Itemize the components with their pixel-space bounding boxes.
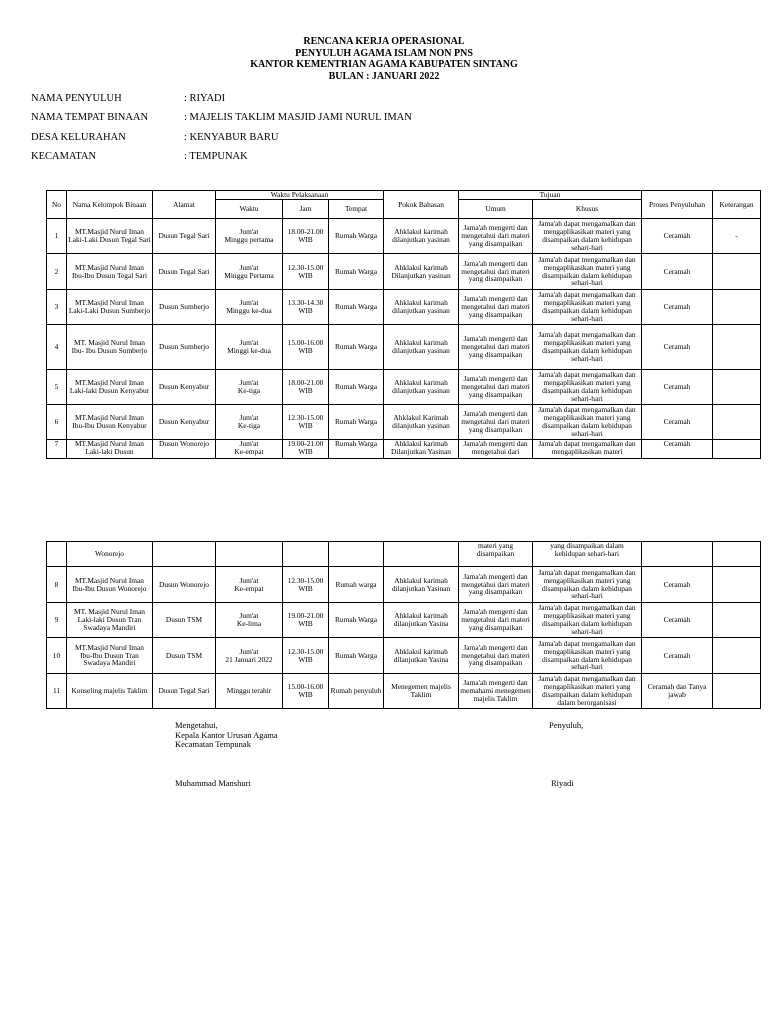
cell-tempat: Rumah Warga [329,370,384,405]
cell-jam: 18.00-21.00 WIB [283,370,329,405]
cell-alamat: Dusun Sumberjo [153,290,216,325]
cell-kelompok: Konseling majelis Taklim [67,674,153,709]
cell-pokok: Ahklakul karimah dilanjutkan Yasina [384,603,459,638]
cell-waktu: Jum'at Minggu pertama [216,219,283,254]
cell-pokok: Ahklakul karimah dilanjutkan yasinan [384,325,459,370]
cell-ket [713,440,761,459]
cell-jam: 19.00-21.00 WIB [283,440,329,459]
cell-pokok: Menegemen majelis Taklim [384,674,459,709]
signature-left-line-1: Mengetahui, [175,720,218,730]
title-line-1: RENCANA KERJA OPERASIONAL [303,36,465,47]
cell-jam: 15.00-16.00 WIB [283,674,329,709]
cell-kelompok: MT. Masjid Nurul Iman Laki-laki Dusun Tran Swadaya Mandiri [67,603,153,638]
cell-khusus: Jama'ah dapat mengamalkan dan mengaplikasikan materi yang disampaikan dalam kehidupan dalam berorganisasi [533,674,642,709]
signature-left [175,721,278,750]
table-row [47,440,761,459]
cell-umum: Jama'ah mengerti dan memahami menegemen majelis Taklim [459,674,533,709]
cell-tempat: Rumah Warga [329,603,384,638]
document-title [0,36,768,82]
cell-tempat: Rumah Warga [329,638,384,674]
cell-ket [713,567,761,603]
cell-kelompok: MT.Masjid Nurul Iman Laki-laki Dusun Kenyabur [67,370,153,405]
title-line-3: KANTOR KEMENTRIAN AGAMA KABUPATEN SINTANG [250,59,518,70]
cell-tempat: Rumah Warga [329,290,384,325]
table-row [47,674,761,709]
cell-tempat: Rumah Warga [329,254,384,290]
cell-umum: Jama'ah mengerti dan mengetahui dari materi yang disampaikan [459,219,533,254]
signature-right: Penyuluh, [549,720,584,730]
cell-umum: Jama'ah mengerti dan mengetahui dari [459,440,533,459]
cell-umum: materi yang disampaikan [459,542,533,567]
schedule-table-page-1 [46,190,761,459]
col-kelompok: Nama Kelompok Binaan [67,191,153,219]
cell-umum: Jama'ah mengerti dan mengetahui dari materi yang disampaikan [459,638,533,674]
cell-jam: 12.30-15.00 WIB [283,405,329,440]
signature-left-line-2: Kepala Kantor Urusan Agama [175,729,278,740]
cell-alamat: Dusun Kenyabur [153,405,216,440]
title-line-4: BULAN : JANUARI 2022 [328,70,440,82]
col-umum: Umum [459,200,533,219]
cell-tempat: Rumah penyuluh [329,674,384,709]
cell-waktu: Jum'at Ke-tiga [216,405,283,440]
cell-alamat: Dusun Kenyabur [153,370,216,405]
cell-pokok: Ahklakul Karimah dilanjutkan yasinan [384,405,459,440]
table-row [47,370,761,405]
col-jam: Jam [283,200,329,219]
cell-alamat: Dusun Tegal Sari [153,219,216,254]
cell-pokok: Ahklakul karimah Dilanjutkan yasinan [384,254,459,290]
title-line-2: PENYULUH AGAMA ISLAM NON PNS [295,47,473,59]
cell-khusus: Jama'ah dapat mengamalkan dan mengaplikasikan materi yang disampaikan dalam kehidupan sehari-hari [533,405,642,440]
cell-waktu: Minggu terahir [216,674,283,709]
table-row [47,290,761,325]
cell-pokok: Ahklakul karimah dilanjutkan yasinan [384,290,459,325]
cell-khusus: Jama'ah dapat mengamalkan dan mengaplikasikan materi yang disampaikan dalam kehidupan sehari-hari [533,219,642,254]
cell-jam: 18.00-21.00 WIB [283,219,329,254]
table-row [47,219,761,254]
cell-kelompok: MT.Masjid Nurul Iman Laki-Laki Dusun Tegal Sari [67,219,153,254]
col-khusus: Khusus [533,200,642,219]
table-row [47,638,761,674]
cell-kelompok: MT.Masjid Nurul Iman Laki-Laki Dusun Sumberjo [67,290,153,325]
cell-tempat: Rumah Warga [329,219,384,254]
cell-ket [713,325,761,370]
cell-jam: 19.00-21.00 WIB [283,603,329,638]
cell-khusus: Jama'ah dapat mengamalkan dan mengaplikasikan materi yang disampaikan dalam kehidupan sehari-hari [533,290,642,325]
cell-proses: Ceramah dan Tanya jawab [642,674,713,709]
table-row [47,603,761,638]
table-row [47,567,761,603]
cell-kelompok: MT.Masjid Nurul Iman Ibu-Ibu Dusun Tran Swadaya Mandiri [67,638,153,674]
cell-ket [713,405,761,440]
cell-no: 5 [47,370,67,405]
cell-ket [713,370,761,405]
cell-umum: Jama'ah mengerti dan mengetahui dari materi yang disampaikan [459,567,533,603]
cell-khusus: yang disampaikan dalam kehidupan sehari-hari [533,542,642,567]
cell-ket: - [713,219,761,254]
cell-tempat: Rumah Warga [329,405,384,440]
cell-no: 10 [47,638,67,674]
cell-alamat: Dusun Wonorejo [153,440,216,459]
cell-proses: Ceramah [642,440,713,459]
cell-alamat: Dusun Tegal Sari [153,254,216,290]
cell-waktu: Jum'at Ke-lima [216,603,283,638]
cell-no: 1 [47,219,67,254]
cell-ket [713,254,761,290]
table-row [47,405,761,440]
cell-proses: Ceramah [642,254,713,290]
cell-pokok: Ahklakul karimah dilanjutkan yasinan [384,370,459,405]
cell-proses: Ceramah [642,603,713,638]
cell-alamat: Dusun TSM [153,603,216,638]
cell-jam: 12.30-15.00 WIB [283,254,329,290]
table-row [47,325,761,370]
col-waktu: Waktu [216,200,283,219]
cell-umum: Jama'ah mengerti dan mengetahui dari materi yang disampaikan [459,405,533,440]
cell-no: 9 [47,603,67,638]
cell-proses: Ceramah [642,325,713,370]
cell-proses: Ceramah [642,370,713,405]
cell-proses: Ceramah [642,638,713,674]
signature-left-line-3: Kecamatan Tempunak [175,739,251,749]
cell-waktu: Jum'at Ke-empat [216,567,283,603]
table-row-7-continued [47,542,761,567]
cell-proses: Ceramah [642,219,713,254]
cell-no: 2 [47,254,67,290]
cell-waktu: Jum'at 21 Januari 2022 [216,638,283,674]
cell-pokok: Ahklakul karimah dilanjutkan yasinan [384,219,459,254]
cell-umum: Jama'ah mengerti dan mengetahui dari materi yang disampaikan [459,254,533,290]
cell-waktu: Jum'at Minggu Pertama [216,254,283,290]
cell-no: 4 [47,325,67,370]
cell-pokok: Ahklakul karimah Dilanjutkan Yasinan [384,440,459,459]
cell-proses: Ceramah [642,290,713,325]
cell-ket [713,674,761,709]
cell-khusus: Jama'ah dapat mengamalkan dan mengaplikasikan materi [533,440,642,459]
cell-khusus: Jama'ah dapat mengamalkan dan mengaplikasikan materi yang disampaikan dalam kehidupan sehari-hari [533,325,642,370]
cell-ket [713,290,761,325]
cell-umum: Jama'ah mengerti dan mengetahui dari materi yang disampaikan [459,603,533,638]
cell-kelompok: MT.Masjid Nurul Iman Ibu-Ibu Dusun Wonorejo [67,567,153,603]
cell-pokok: Ahklakul karimah dilanjutkan Yasinan [384,567,459,603]
cell-ket [713,638,761,674]
cell-alamat: Dusun Sumberjo [153,325,216,370]
cell-waktu: Jum'at Minggi ke-dua [216,325,283,370]
cell-umum: Jama'ah mengerti dan mengetahui dari materi yang disampaikan [459,290,533,325]
col-no: No [47,191,67,219]
cell-no: 8 [47,567,67,603]
cell-no: 3 [47,290,67,325]
cell-khusus: Jama'ah dapat mengamalkan dan mengaplikasikan materi yang disampaikan dalam kehidupan sehari-hari [533,254,642,290]
cell-kelompok: MT.Masjid Nurul Iman Ibu-Ibu Dusun Tegal Sari [67,254,153,290]
cell-khusus: Jama'ah dapat mengamalkan dan mengaplikasikan materi yang disampaikan dalam kehidupan sehari-hari [533,638,642,674]
cell-waktu: Jum'at Ke-tiga [216,370,283,405]
cell-khusus: Jama'ah dapat mengamalkan dan mengaplikasikan materi yang disampaikan dalam kehidupan sehari-hari [533,370,642,405]
cell-proses: Ceramah [642,567,713,603]
col-tujuan: Tujuan [459,191,642,200]
cell-pokok: Ahklakul karimah dilanjutkan Yasina [384,638,459,674]
cell-no: 11 [47,674,67,709]
cell-tempat: Rumah warga [329,567,384,603]
cell-umum: Jama'ah mengerti dan mengetahui dari materi yang disampaikan [459,370,533,405]
cell-jam: 15.00-16.00 WIB [283,325,329,370]
cell-ket [713,603,761,638]
cell-khusus: Jama'ah dapat mengamalkan dan mengaplikasikan materi yang disampaikan dalam kehidupan sehari-hari [533,567,642,603]
col-waktu-pelaksanaan: Waktu Pelaksanaan [216,191,384,200]
cell-khusus: Jama'ah dapat mengamalkan dan mengaplikasikan materi yang disampaikan dalam kehidupan sehari-hari [533,603,642,638]
col-alamat: Alamat [153,191,216,219]
cell-kelompok: MT.Masjid Nurul Iman Laki-laki Dusun [67,440,153,459]
cell-waktu: Jum'at Ke-empat [216,440,283,459]
signature-left-name: Muhammad Manshuri [175,778,251,788]
cell-tempat: Rumah Warga [329,440,384,459]
schedule-table-page-2 [46,541,761,709]
cell-jam: 12.30-15.00 WIB [283,567,329,603]
col-proses: Proses Penyuluhan [642,191,713,219]
cell-proses: Ceramah [642,405,713,440]
col-keterangan: Keterangan [713,191,761,219]
col-tempat: Tempat [329,200,384,219]
cell-jam: 12.30-15.00 WIB [283,638,329,674]
cell-jam: 13.30-14.30 WIB [283,290,329,325]
cell-umum: Jama'ah mengerti dan mengetahui dari materi yang disampaikan [459,325,533,370]
cell-alamat: Dusun Tegal Sari [153,674,216,709]
cell-kelompok: MT. Masjid Nurul Iman Ibu- Ibu Dusun Sumberjo [67,325,153,370]
cell-no: 6 [47,405,67,440]
col-pokok: Pokok Bahasan [384,191,459,219]
cell-alamat: Dusun Wonorejo [153,567,216,603]
cell-tempat: Rumah Warga [329,325,384,370]
cell-no: 7 [47,440,67,459]
cell-kelompok: MT.Masjid Nurul Iman Ibu-Ibu Dusun Kenyabur [67,405,153,440]
cell-waktu: Jum'at Minggu ke-dua [216,290,283,325]
cell-alamat: Dusun TSM [153,638,216,674]
table-row [47,254,761,290]
cell-kelompok: Wonorejo [67,542,153,567]
signature-right-name: Riyadi [551,778,574,788]
